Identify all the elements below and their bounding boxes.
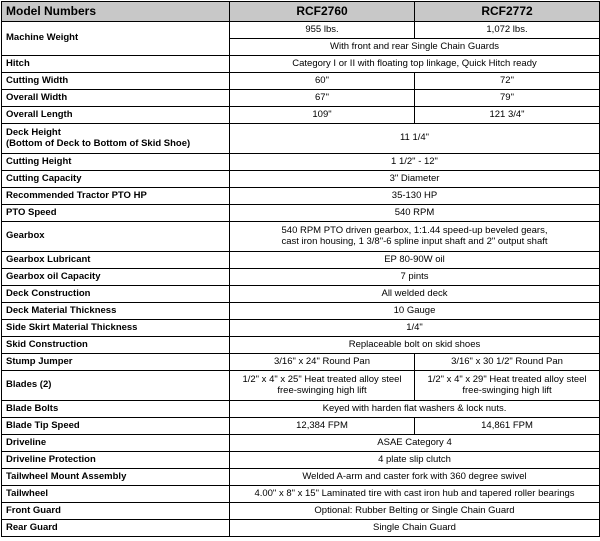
row-label: Gearbox oil Capacity: [2, 269, 230, 286]
cell-rcf2772: 79": [415, 90, 600, 107]
cell-rcf2760: [230, 371, 415, 401]
header-model-numbers: Model Numbers: [2, 2, 230, 22]
header-model-rcf2772: RCF2772: [415, 2, 600, 22]
cell-shared: ASAE Category 4: [230, 435, 600, 452]
row-label: Deck Material Thickness: [2, 303, 230, 320]
cell-line: 540 RPM PTO driven gearbox, 1:1.44 speed-up beveled gears,: [281, 224, 548, 236]
row-label: Stump Jumper: [2, 354, 230, 371]
cell-rcf2760: 109": [230, 107, 415, 124]
cell-shared: [230, 222, 600, 252]
table-row: [2, 154, 600, 171]
cell-shared: 1/4": [230, 320, 600, 337]
cell-shared: 10 Gauge: [230, 303, 600, 320]
cell-rcf2772: 1,072 lbs.: [415, 22, 600, 39]
row-label: Front Guard: [2, 503, 230, 520]
cell-shared: 4 plate slip clutch: [230, 452, 600, 469]
cell-shared: 35-130 HP: [230, 188, 600, 205]
cell-line: 1/2" x 4" x 29" Heat treated alloy steel: [427, 373, 587, 385]
cell-rcf2760: 3/16" x 24" Round Pan: [230, 354, 415, 371]
cell-rcf2772: 72": [415, 73, 600, 90]
cell-line: free-swinging high lift: [277, 384, 367, 396]
table-row: [2, 22, 600, 39]
row-label: Hitch: [2, 56, 230, 73]
table-row: [2, 90, 600, 107]
table-row: [2, 337, 600, 354]
table-row: [2, 401, 600, 418]
cell-rcf2760: 60": [230, 73, 415, 90]
table-row: [2, 124, 600, 154]
cell-shared: 4.00" x 8" x 15" Laminated tire with cast iron hub and tapered roller bearings: [230, 486, 600, 503]
row-label: Overall Length: [2, 107, 230, 124]
row-label: Driveline: [2, 435, 230, 452]
table-row: [2, 107, 600, 124]
cell-rcf2772: [415, 371, 600, 401]
cell-shared: 1 1/2" - 12": [230, 154, 600, 171]
cell-shared: Replaceable bolt on skid shoes: [230, 337, 600, 354]
cell-rcf2760: 12,384 FPM: [230, 418, 415, 435]
row-label-main: Deck Height: [6, 126, 61, 138]
row-label: Cutting Width: [2, 73, 230, 90]
cell-shared: 7 pints: [230, 269, 600, 286]
row-label: Cutting Height: [2, 154, 230, 171]
cell-rcf2772: 14,861 FPM: [415, 418, 600, 435]
table-row: [2, 503, 600, 520]
cell-line: free-swinging high lift: [462, 384, 552, 396]
row-label: Driveline Protection: [2, 452, 230, 469]
cell-shared: Welded A-arm and caster fork with 360 degree swivel: [230, 469, 600, 486]
cell-shared: 11 1/4": [230, 124, 600, 154]
cell-shared: EP 80-90W oil: [230, 252, 600, 269]
cell-shared: Keyed with harden flat washers & lock nuts.: [230, 401, 600, 418]
table-row: [2, 435, 600, 452]
row-label: Overall Width: [2, 90, 230, 107]
row-label: Skid Construction: [2, 337, 230, 354]
cell-rcf2760: 67": [230, 90, 415, 107]
cell-line: 1/2" x 4" x 25" Heat treated alloy steel: [242, 373, 402, 385]
table-row: [2, 354, 600, 371]
table-row: [2, 171, 600, 188]
table-row: [2, 303, 600, 320]
row-label: Blade Bolts: [2, 401, 230, 418]
row-label: [2, 124, 230, 154]
row-label: PTO Speed: [2, 205, 230, 222]
cell-rcf2772: 3/16" x 30 1/2" Round Pan: [415, 354, 600, 371]
cell-shared: Optional: Rubber Belting or Single Chain Guard: [230, 503, 600, 520]
table-row: [2, 222, 600, 252]
table-row: [2, 269, 600, 286]
row-label: Tailwheel Mount Assembly: [2, 469, 230, 486]
cell-rcf2772: 121 3/4": [415, 107, 600, 124]
table-row: [2, 320, 600, 337]
cell-shared: Category I or II with floating top linkage, Quick Hitch ready: [230, 56, 600, 73]
cell-shared: Single Chain Guard: [230, 520, 600, 537]
table-row: [2, 286, 600, 303]
row-label: Rear Guard: [2, 520, 230, 537]
row-label: Gearbox Lubricant: [2, 252, 230, 269]
table-row: [2, 252, 600, 269]
table-row: [2, 73, 600, 90]
row-label: Side Skirt Material Thickness: [2, 320, 230, 337]
table-row: [2, 520, 600, 537]
row-label: Gearbox: [2, 222, 230, 252]
cell-shared: With front and rear Single Chain Guards: [230, 39, 600, 56]
table-row: [2, 486, 600, 503]
table-row: [2, 205, 600, 222]
spec-table: [1, 1, 600, 537]
cell-shared: 3" Diameter: [230, 171, 600, 188]
row-label: Blade Tip Speed: [2, 418, 230, 435]
table-row: [2, 469, 600, 486]
table-row: [2, 188, 600, 205]
cell-shared: 540 RPM: [230, 205, 600, 222]
header-model-rcf2760: RCF2760: [230, 2, 415, 22]
row-label: Deck Construction: [2, 286, 230, 303]
row-label: Cutting Capacity: [2, 171, 230, 188]
table-row: [2, 418, 600, 435]
cell-shared: All welded deck: [230, 286, 600, 303]
header-row: [2, 2, 600, 22]
table-row: [2, 56, 600, 73]
cell-rcf2760: 955 lbs.: [230, 22, 415, 39]
row-label-sub: (Bottom of Deck to Bottom of Skid Shoe): [6, 137, 191, 149]
table-row: [2, 452, 600, 469]
row-label: Tailwheel: [2, 486, 230, 503]
row-label: Blades (2): [2, 371, 230, 401]
cell-line: cast iron housing, 1 3/8"-6 spline input shaft and 2" output shaft: [281, 235, 548, 247]
row-label: Machine Weight: [2, 22, 230, 56]
table-row: [2, 371, 600, 401]
row-label: Recommended Tractor PTO HP: [2, 188, 230, 205]
